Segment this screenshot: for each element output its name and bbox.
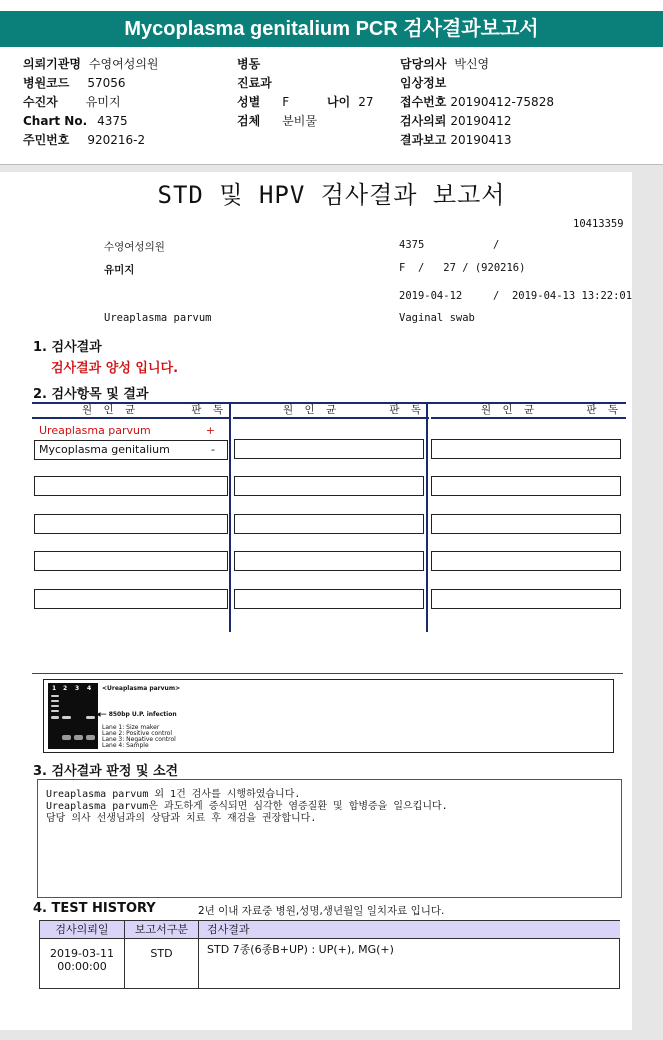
report-sex-age: F / 27 / (920216)	[399, 262, 526, 274]
history-date: 2019-03-11	[50, 947, 114, 960]
history-header-date: 검사의뢰일	[40, 921, 125, 939]
empty-result-row	[234, 476, 424, 496]
value-specimen: 분비물	[282, 114, 317, 128]
history-date-cell	[40, 939, 125, 989]
label-request-date: 검사의뢰	[400, 114, 447, 128]
header-request-date	[400, 112, 511, 130]
gel-lane-label: 1	[52, 685, 57, 692]
empty-result-row	[34, 589, 228, 609]
header-clinical-info	[400, 74, 446, 92]
empty-result-row	[234, 514, 424, 534]
label-requesting-org: 의뢰기관명	[23, 57, 81, 71]
result-value: -	[211, 443, 215, 456]
value-hospital-code: 57056	[87, 76, 126, 90]
finding-line: 담당 의사 선생님과의 상담과 치료 후 재검을 권장합니다.	[46, 813, 317, 824]
gel-band	[51, 716, 59, 719]
report-received: 2019-04-12	[399, 290, 463, 302]
history-type-cell: STD	[125, 939, 199, 989]
history-time: 00:00:00	[57, 960, 107, 973]
label-ward: 병동	[237, 57, 261, 71]
history-table	[39, 920, 620, 989]
col-organism-label: 원 인 균	[283, 404, 341, 416]
result-row-ureaplasma	[34, 421, 228, 441]
gel-band	[51, 695, 59, 697]
header-row-1	[23, 55, 159, 73]
header-dept	[237, 74, 272, 92]
section1-title: 1. 검사결과	[33, 340, 102, 355]
result-row-mycoplasma	[34, 440, 228, 460]
history-note: 2년 이내 자료중 병원,성명,생년월일 일치자료 입니다.	[198, 905, 445, 917]
empty-result-row	[234, 439, 424, 459]
gel-legend-line: Lane 4: Sample	[102, 742, 149, 749]
value-resident-no: 920216-2	[87, 133, 146, 147]
finding-line: Ureaplasma parvum 외 1건 검사를 시행하였습니다.	[46, 789, 301, 800]
header-specimen	[237, 112, 317, 130]
report-number: 10413359	[573, 218, 624, 230]
value-request-date: 20190412	[450, 114, 512, 128]
header-age	[327, 93, 373, 111]
gel-band	[51, 700, 59, 702]
gel-band	[62, 735, 71, 740]
value-accession: 20190412-75828	[450, 95, 554, 109]
positive-result-message: 검사결과 양성 입니다.	[51, 361, 179, 376]
col-organism-label: 원 인 균	[481, 404, 539, 416]
empty-result-row	[431, 476, 621, 496]
label-accession: 접수번호	[400, 95, 447, 109]
section2-title: 2. 검사항목 및 결과	[33, 387, 149, 402]
report-organism: Ureaplasma parvum	[104, 312, 212, 324]
label-doctor: 담당의사	[400, 57, 447, 71]
label-clinical-info: 임상정보	[400, 76, 447, 90]
value-chart: 4375	[97, 114, 128, 128]
gel-legend-line: Lane 2: Positive control	[102, 730, 173, 737]
table-col-header-3	[431, 402, 626, 419]
report-hospital: 수영여성의원	[104, 241, 165, 253]
label-sex: 성별	[237, 95, 261, 109]
empty-result-row	[431, 514, 621, 534]
report-chart-no: 4375	[399, 239, 425, 251]
report-reported: / 2019-04-13 13:22:01	[493, 290, 633, 302]
col-result-label: 판 독	[586, 404, 622, 416]
history-header-result: 검사결과	[199, 921, 620, 939]
empty-result-row	[34, 514, 228, 534]
empty-result-row	[431, 551, 621, 571]
header-sex	[237, 93, 289, 111]
label-patient: 수진자	[23, 95, 58, 109]
page-margin-right	[632, 172, 663, 1030]
value-age: 27	[358, 95, 374, 109]
value-doctor: 박신영	[454, 57, 490, 71]
gel-image	[48, 683, 98, 749]
gel-band	[62, 716, 71, 719]
page-margin-bottom	[0, 1030, 663, 1040]
gel-band	[74, 735, 83, 740]
table-col-header-1	[32, 402, 231, 419]
gel-lane-label: 2	[63, 685, 68, 692]
gel-band	[86, 716, 95, 719]
header-hospital-code	[23, 74, 126, 92]
label-resident-no: 주민번호	[23, 133, 70, 147]
col-organism-label: 원 인 균	[82, 404, 140, 416]
report-title-bar: Mycoplasma genitalium PCR 검사결과보고서	[0, 11, 663, 47]
header-separator	[0, 164, 663, 172]
gel-band	[51, 710, 59, 712]
table-divider-1	[229, 404, 231, 632]
findings-box	[37, 779, 622, 898]
empty-result-row	[34, 476, 228, 496]
header-resident-no	[23, 131, 145, 149]
gel-lane-label: 4	[87, 685, 92, 692]
label-specimen: 검체	[237, 114, 261, 128]
empty-result-row	[234, 551, 424, 571]
gel-legend-line: Lane 3: Negative control	[102, 736, 176, 743]
empty-result-row	[431, 589, 621, 609]
gel-band	[51, 705, 59, 707]
col-result-label: 판 독	[191, 404, 227, 416]
label-hospital-code: 병원코드	[23, 76, 70, 90]
value-report-date: 20190413	[450, 133, 512, 147]
header-doctor	[400, 55, 489, 73]
col-result-label: 판 독	[389, 404, 425, 416]
gel-band	[86, 735, 95, 740]
result-name: Ureaplasma parvum	[39, 424, 151, 437]
table-divider-2	[426, 404, 428, 632]
label-dept: 진료과	[237, 76, 272, 90]
gel-electrophoresis-panel	[43, 679, 614, 753]
result-name: Mycoplasma genitalium	[39, 443, 170, 456]
header-patient	[23, 93, 121, 111]
history-header-type: 보고서구분	[125, 921, 199, 939]
gel-legend-line: Lane 1: Size maker	[102, 724, 160, 731]
gel-band-label: ◀— 850bp U.P. infection	[96, 711, 177, 718]
section-divider	[32, 673, 623, 674]
table-col-header-2	[233, 402, 429, 419]
value-requesting-org: 수영여성의원	[88, 57, 159, 71]
gel-lane-label: 3	[75, 685, 80, 692]
report-specimen: Vaginal swab	[399, 312, 475, 324]
history-result-cell: STD 7종(6종B+UP) : UP(+), MG(+)	[207, 943, 394, 956]
report-patient: 유미지	[104, 264, 135, 276]
report-chart-slash: /	[493, 239, 500, 251]
empty-result-row	[431, 439, 621, 459]
value-patient: 유미지	[85, 95, 121, 109]
report-title: STD 및 HPV 검사결과 보고서	[157, 181, 506, 209]
result-value: +	[205, 424, 215, 437]
finding-line: Ureaplasma parvum은 과도하게 증식되면 심각한 염증질환 및 합병증을 일으킵니다.	[46, 801, 448, 812]
header-report-date	[400, 131, 511, 149]
value-sex: F	[282, 95, 290, 109]
header-chart	[23, 112, 128, 130]
header-accession	[400, 93, 554, 111]
empty-result-row	[234, 589, 424, 609]
gel-title: <Ureaplasma parvum>	[102, 685, 181, 692]
label-chart: Chart No.	[23, 114, 88, 128]
header-ward	[237, 55, 260, 73]
label-report-date: 결과보고	[400, 133, 447, 147]
empty-result-row	[34, 551, 228, 571]
label-age: 나이	[327, 95, 351, 109]
section3-title: 3. 검사결과 판정 및 소견	[33, 764, 179, 779]
section4-title: 4. TEST HISTORY	[33, 901, 156, 916]
